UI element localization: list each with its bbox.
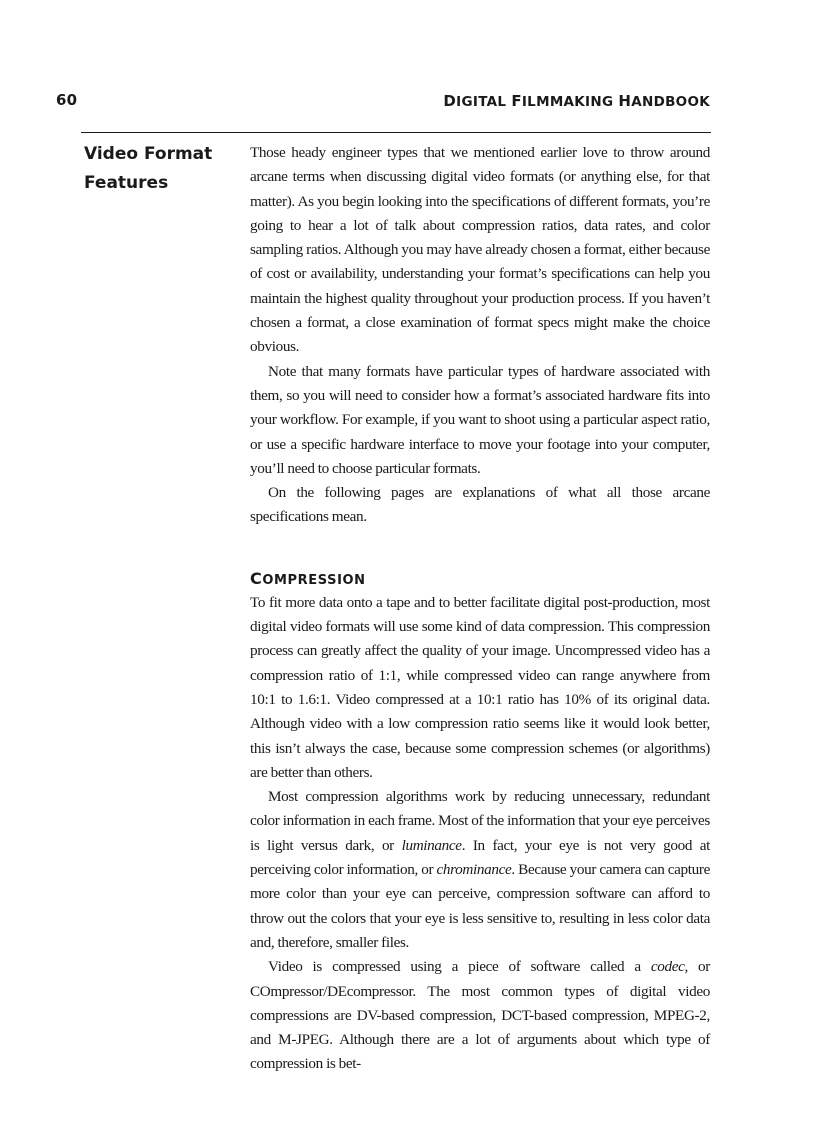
running-head-cap-d: D xyxy=(443,92,457,110)
running-head xyxy=(443,92,710,110)
side-heading-line-2: Features xyxy=(84,173,169,193)
running-head-cap-h: H xyxy=(618,92,632,110)
side-heading-line-1: Video Format xyxy=(84,144,213,164)
compression-p3-part-a: Video is compressed using a piece of software called a xyxy=(268,958,651,976)
section-heading-compression xyxy=(250,569,710,591)
section-heading-rest: OMPRESSION xyxy=(262,572,366,588)
compression-paragraph-3 xyxy=(250,955,710,1076)
compression-p2-part-a: Most compression algorithms work by reducing unnecessary, redundant color information in each frame. Most of the information that your eye perceives is light versus dark, or xyxy=(250,788,710,854)
page-number: 60 xyxy=(56,91,78,109)
term-codec: codec, xyxy=(650,958,688,976)
header-rule xyxy=(81,132,711,133)
intro-paragraph-1: Those heady engineer types that we mentioned earlier love to throw around arcane terms when discussing digital video formats (or anything else, for that matter). As you begin looking into the specifications of different formats, you’re going to hear a lot of talk about compression ratios, data rates, and color sampling ratios. Although you may have already chosen a format, either because of cost or availability, understanding your format’s specifications can help you maintain the highest quality throughout your production process. If you haven’t chosen a format, a close examination of format specs might make the choice obvious. xyxy=(250,144,710,356)
intro-paragraph-2: Note that many formats have particular types of hardware associated with them, so you will need to consider how a format’s associated hardware fits into your workflow. For example, if you want to shoot using a particular aspect ratio, or use a specific hardware interface to move your footage into your computer, you’ll need to choose particular formats. xyxy=(250,362,710,477)
intro-paragraph-3: On the following pages are explanations of what all those arcane specifications mean. xyxy=(250,484,710,526)
term-luminance: luminance xyxy=(401,836,462,854)
compression-p2-part-c: . Because your camera can capture more color than your eye can perceive, compression software can afford to throw out the colors that your eye is less sensitive to, resulting in less color data and, therefore, smaller files. xyxy=(250,861,710,951)
compression-p3-part-b: or COmpressor/DEcompressor. The most common types of digital video compressions are DV-based compression, DCT-based compression, MPEG-2, and M-JPEG. Although there are a lot of arguments about which type of compression is bet- xyxy=(250,958,710,1073)
compression-paragraph-1: To fit more data onto a tape and to better facilitate digital post-production, most digital video formats will use some kind of data compression. This compression process can greatly affect the quality of your image. Uncompressed video has a compression ratio of 1:1, while compressed video can range anywhere from 10:1 to 1.6:1. Video compressed at a 10:1 ratio has 10% of its original data. Although video with a low compression ratio seems like it would look better, this isn’t always the case, because some compression schemes (or algorithms) are better than others. xyxy=(250,593,710,781)
compression-p2-part-b: . In fact, your eye is not very good at perceiving color information, or xyxy=(250,836,711,879)
body-column xyxy=(250,141,710,1077)
running-head-smallcaps-ilmmaking: ILMMAKING xyxy=(521,94,619,110)
running-head-cap-f: F xyxy=(511,92,522,110)
running-head-smallcaps-igital: IGITAL xyxy=(456,94,512,110)
section-heading-cap: C xyxy=(250,568,263,588)
side-heading xyxy=(84,140,244,198)
running-head-smallcaps-andbook: ANDBOOK xyxy=(631,94,710,110)
term-chrominance: chrominance xyxy=(436,861,512,879)
compression-paragraph-2 xyxy=(250,785,710,955)
